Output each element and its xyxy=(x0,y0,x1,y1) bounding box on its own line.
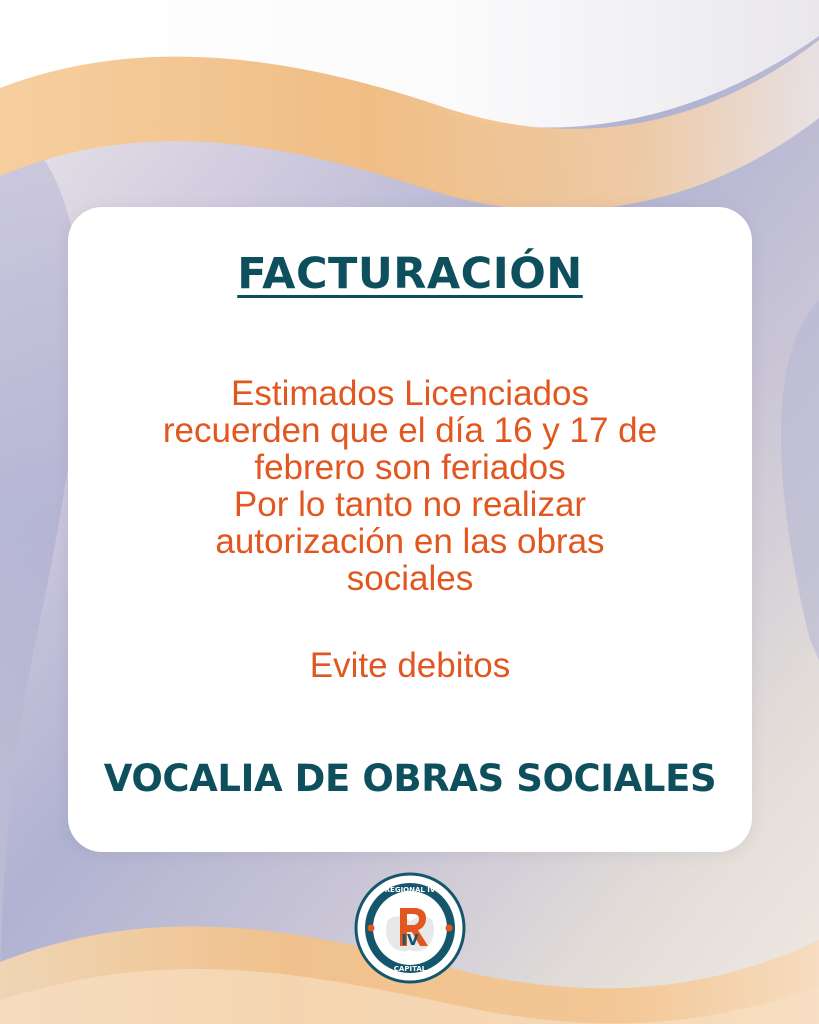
notice-line: sociales xyxy=(346,559,474,599)
svg-text:REGIONAL IV: REGIONAL IV xyxy=(384,886,435,894)
organization-name: VOCALIA DE OBRAS SOCIALES xyxy=(103,757,717,800)
svg-text:CAPITAL: CAPITAL xyxy=(393,965,426,973)
notice-line: Estimados Licenciados xyxy=(231,374,589,413)
content-card xyxy=(68,207,752,852)
svg-text:IV: IV xyxy=(400,931,419,949)
notice-line: Por lo tanto no realizar xyxy=(233,485,587,525)
notice-line: autorización en las obras xyxy=(215,522,605,562)
notice-body xyxy=(123,375,697,598)
notice-line: febrero son feriados xyxy=(254,448,566,488)
highlight-text: Evite debitos xyxy=(309,645,511,685)
page-title: FACTURACIÓN xyxy=(237,249,583,299)
organization-logo-icon xyxy=(354,872,466,984)
notice-line: recuerden que el día 16 y 17 de xyxy=(162,411,658,451)
